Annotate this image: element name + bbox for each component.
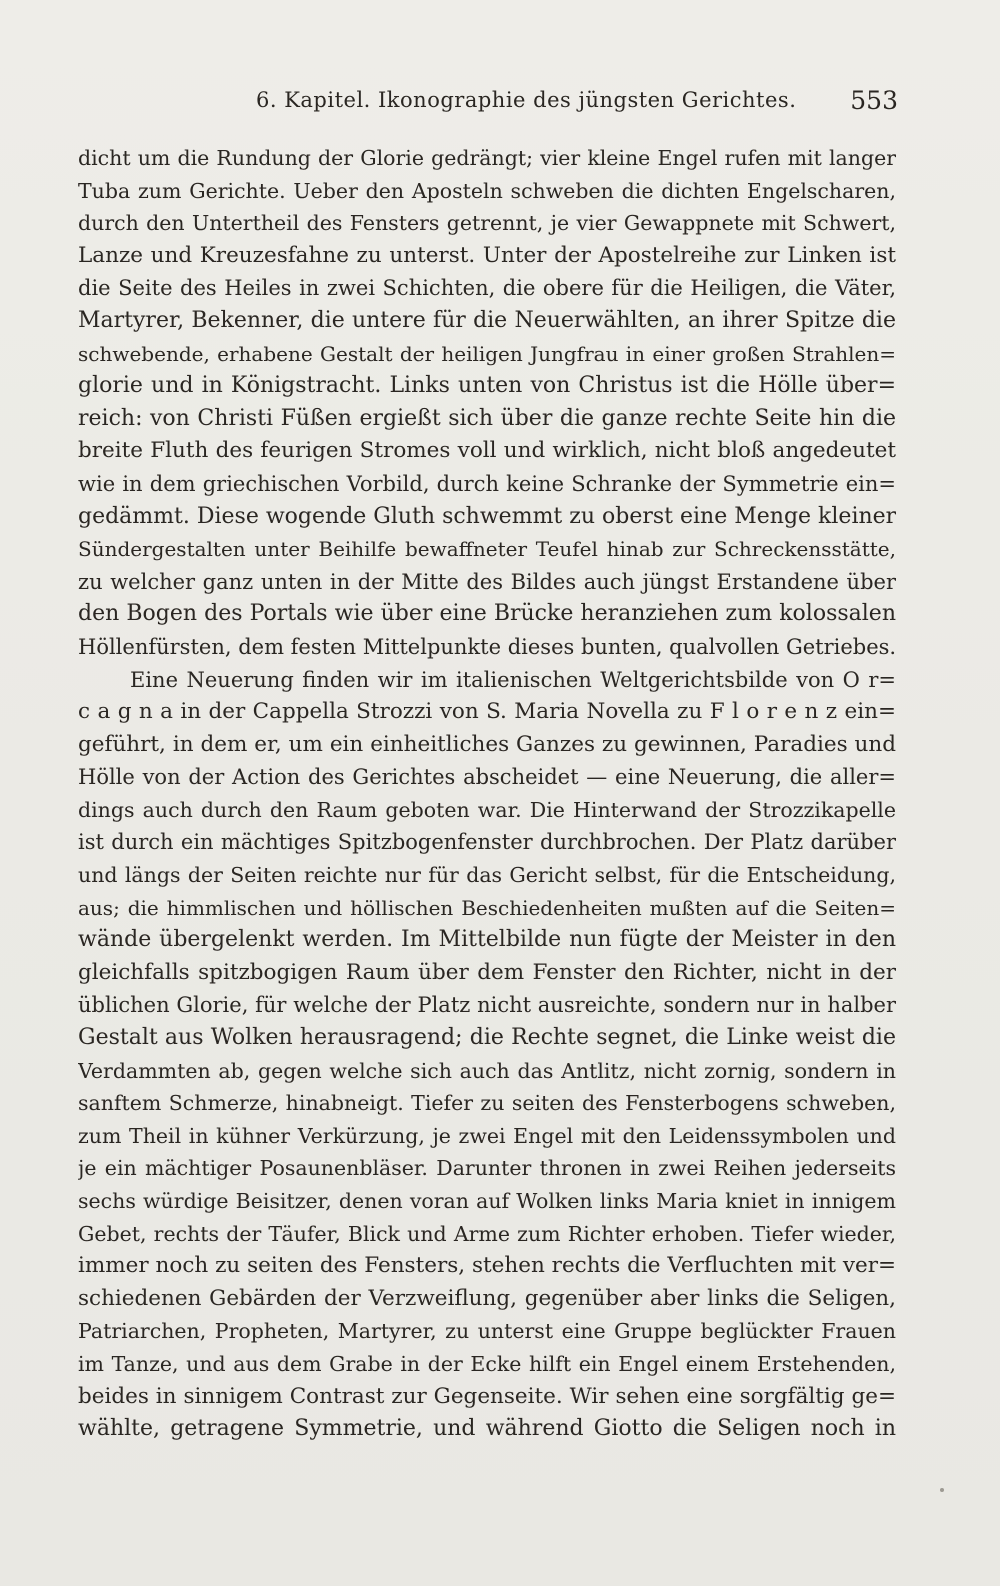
text-line: die Seite des Heiles in zwei Schichten, die obere für die Heiligen, die Väter, [78,276,896,301]
text-line: den Bogen des Portals wie über eine Brücke heranziehen zum kolossalen [78,601,896,627]
text-line: wände übergelenkt werden. Im Mittelbilde nun fügte der Meister in den [78,927,896,953]
paper-speck [940,1488,944,1492]
text-line: gleichfalls spitzbogigen Raum über dem Fenster den Richter, nicht in der [78,959,896,985]
body-text [78,142,896,1446]
text-line: sanftem Schmerze, hinabneigt. Tiefer zu seiten des Fensterbogens schweben, [78,1091,896,1116]
text-line: wie in dem griechischen Vorbild, durch keine Schranke der Symmetrie ein= [78,471,896,496]
paragraph-first-line: Eine Neuerung finden wir im italienischen Weltgerichtsbilde von O r= [130,667,896,692]
text-line: Lanze und Kreuzesfahne zu unterst. Unter der Apostelreihe zur Linken ist [78,242,896,268]
text-line: breite Fluth des feurigen Stromes voll und wirklich, nicht bloß angedeutet [78,438,896,464]
text-line: durch den Untertheil des Fensters getrennt, je vier Gewappnete mit Schwert, [78,211,896,236]
text-line: aus; die himmlischen und höllischen Beschiedenheiten mußten auf die Seiten= [78,895,896,920]
text-line: c a g n a in der Cappella Strozzi von S. Maria Novella zu F l o r e n z ein= [78,699,896,725]
text-line: Sündergestalten unter Beihilfe bewaffneter Teufel hinab zur Schreckensstätte, [78,537,896,562]
text-line: glorie und in Königstracht. Links unten von Christus ist die Hölle über= [78,373,896,399]
text-line: Verdammten ab, gegen welche sich auch das Antlitz, nicht zornig, sondern in [78,1058,896,1083]
text-line: üblichen Glorie, für welche der Platz nicht ausreichte, sondern nur in halber [78,993,896,1018]
text-line: Gebet, rechts der Täufer, Blick und Arme zum Richter erhoben. Tiefer wieder, [78,1221,896,1246]
page-header [78,88,898,128]
text-line: gedämmt. Diese wogende Gluth schwemmt zu oberst eine Menge kleiner [78,503,896,529]
text-line: zu welcher ganz unten in der Mitte des Bildes auch jüngst Erstandene über [78,569,896,594]
text-line: Gestalt aus Wolken herausragend; die Rechte segnet, die Linke weist die [78,1025,896,1051]
page-number: 553 [850,86,898,115]
text-line: geführt, in dem er, um ein einheitliches Ganzes zu gewinnen, Paradies und [78,731,896,757]
text-line: Tuba zum Gerichte. Ueber den Aposteln schweben die dichten Engelscharen, [78,178,896,203]
text-line: dicht um die Rundung der Glorie gedrängt; vier kleine Engel rufen mit langer [78,146,896,170]
text-line: zum Theil in kühner Verkürzung, je zwei Engel mit den Leidenssymbolen und [78,1123,896,1148]
text-line: schwebende, erhabene Gestalt der heiligen Jungfrau in einer großen Strahlen= [78,341,896,366]
text-line: schiedenen Gebärden der Verzweiflung, gegenüber aber links die Seligen, [78,1285,896,1311]
running-head: 6. Kapitel. Ikonographie des jüngsten Gerichtes. [256,88,797,112]
text-line: sechs würdige Beisitzer, denen voran auf Wolken links Maria kniet in innigem [78,1189,896,1213]
text-line: im Tanze, und aus dem Grabe in der Ecke hilft ein Engel einem Erstehenden, [78,1351,896,1376]
text-line: dings auch durch den Raum geboten war. Die Hinterwand der Strozzikapelle [78,797,896,822]
text-line: Höllenfürsten, dem festen Mittelpunkte dieses bunten, qualvollen Getriebes. [78,634,896,659]
text-line: je ein mächtiger Posaunenbläser. Darunter thronen in zwei Reihen jederseits [78,1156,896,1181]
text-line: ist durch ein mächtiges Spitzbogenfenster durchbrochen. Der Platz darüber [78,830,896,855]
text-line: Hölle von der Action des Gerichtes abscheidet — eine Neuerung, die aller= [78,765,896,790]
text-line: und längs der Seiten reichte nur für das Gericht selbst, für die Entscheidung, [78,863,896,888]
text-line: Martyrer, Bekenner, die untere für die Neuerwählten, an ihrer Spitze die [78,307,896,333]
text-line: immer noch zu seiten des Fensters, stehen rechts die Verfluchten mit ver= [78,1253,896,1279]
text-line: reich: von Christi Füßen ergießt sich über die ganze rechte Seite hin die [78,405,896,431]
text-line: beides in sinnigem Contrast zur Gegenseite. Wir sehen eine sorgfältig ge= [78,1383,896,1409]
text-line: wählte, getragene Symmetrie, und während Giotto die Seligen noch in [78,1416,896,1442]
text-line: Patriarchen, Propheten, Martyrer, zu unterst eine Gruppe beglückter Frauen [78,1319,896,1344]
